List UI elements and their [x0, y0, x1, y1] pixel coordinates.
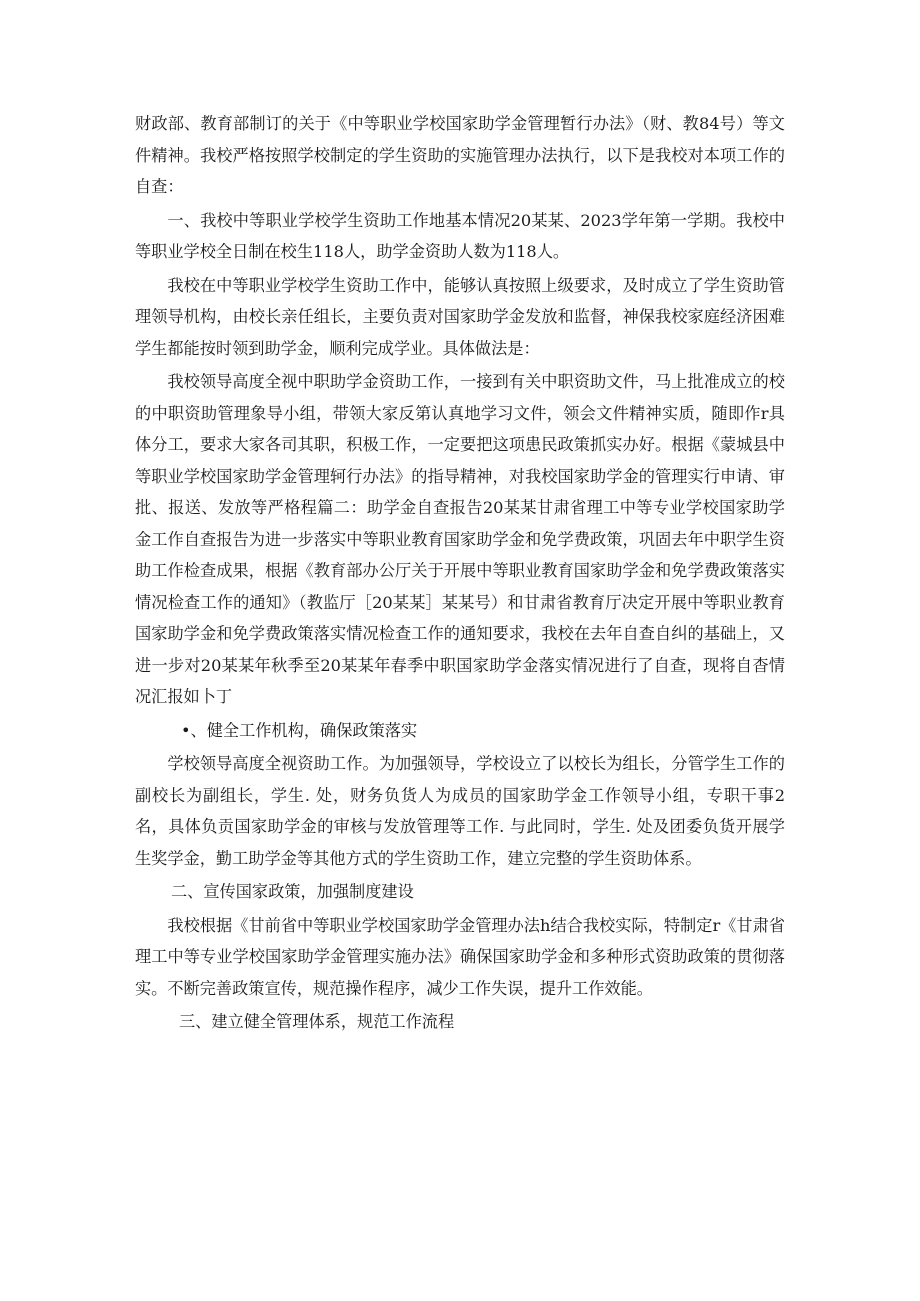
implementation-paragraph: 我校领导高度全视中职助学金资助工作，一接到有关中职资助文件，马上批准成立的校的中职资助管理象导小组，带领大家反第认真地学习文件，领会文件精神实质，随即作r具体分工，要求大家各司其职，积极工作，一定要把这项患民政策抓实办好。根据《蒙城县中等职业学校国家助学金管理轲行办法》的指导精神，对我校国家助学金的管理实行申请、审批、报送、发放等严格程篇二：助学金自查报告20某某甘肃省理工中等专业学校国家助学金工作自查报告为进一步落实中等职业教育国家助学金和免学费政策，巩固去年中职学生资助工作检查成果，根据《教育部办公厅关于开展中等职业教育国家助学金和免学费政策落实情况检查工作的通知》（教监厅［20某某］某某号）和甘肃省教育厅决定开展中等职业教育国家助学金和免学费政策落实情况检查工作的通知要求，我校在去年自查自纠的基础上，又进一步对20某某年秋季至20某某年春季中职国家助学金落实情况进行了自查，现将自杳情况汇报如卜丁 — [135, 372, 785, 706]
organization-paragraph: 学校领导高度全视资助工作。为加强领导，学校设立了以校长为组长，分管学生工作的副校长为副组长，学生. 处，财务负货人为成员的国家助学金工作领导小组，专职干事2名，具体负贡国家助学金的审核与发放管理等工作. 与此同时，学生. 处及团委负货开展学生奖学金，勤工助学金等其他方式的学生资助工作，建立完整的学生资助体系。 — [135, 754, 785, 868]
document-page — [135, 108, 785, 1038]
section-one-paragraph: 一、我校中等职业学校学生资助工作地基本情况20某某、2023学年第一学期。我校中等职业学校全日制在校生118人，助学金资助人数为118人。 — [135, 210, 785, 261]
section-heading-bullet: •、健全工作机构，确保政策落实 — [181, 720, 418, 740]
leadership-paragraph: 我校在中等职业学校学生资助工作中，能够认真按照上级要求，及时成立了学生资助管理领导机构，由校长亲任组长，主要负责对国家助学金发放和监督，神保我校家庭经济困难学生都能按时领到助学金，顺利完成学业。具体做法是： — [135, 275, 785, 358]
section-heading-two: 二、宣传国家政策，加强制度建设 — [171, 882, 414, 901]
policy-paragraph: 我校根据《甘前省中等职业学校国家助学金管理办法h结合我校实际，特制定r《甘肃省理工中等专业学校国家助学金管理实施办法》确保国家助学金和多种形式资助政策的贯彻落实。不断完善政策宣传，规范操作程序，减少工作失误，提升工作效能。 — [135, 915, 785, 998]
intro-paragraph: 财政部、教育部制订的关于《中等职业学校国家助学金管理暂行办法》（财、教84号）等文件精神。我校严格按照学校制定的学生资助的实施管理办法执行，以下是我校对本项工作的自查： — [135, 114, 785, 196]
section-heading-three: 三、建立健全管理体系，规范工作流程 — [179, 1012, 455, 1031]
